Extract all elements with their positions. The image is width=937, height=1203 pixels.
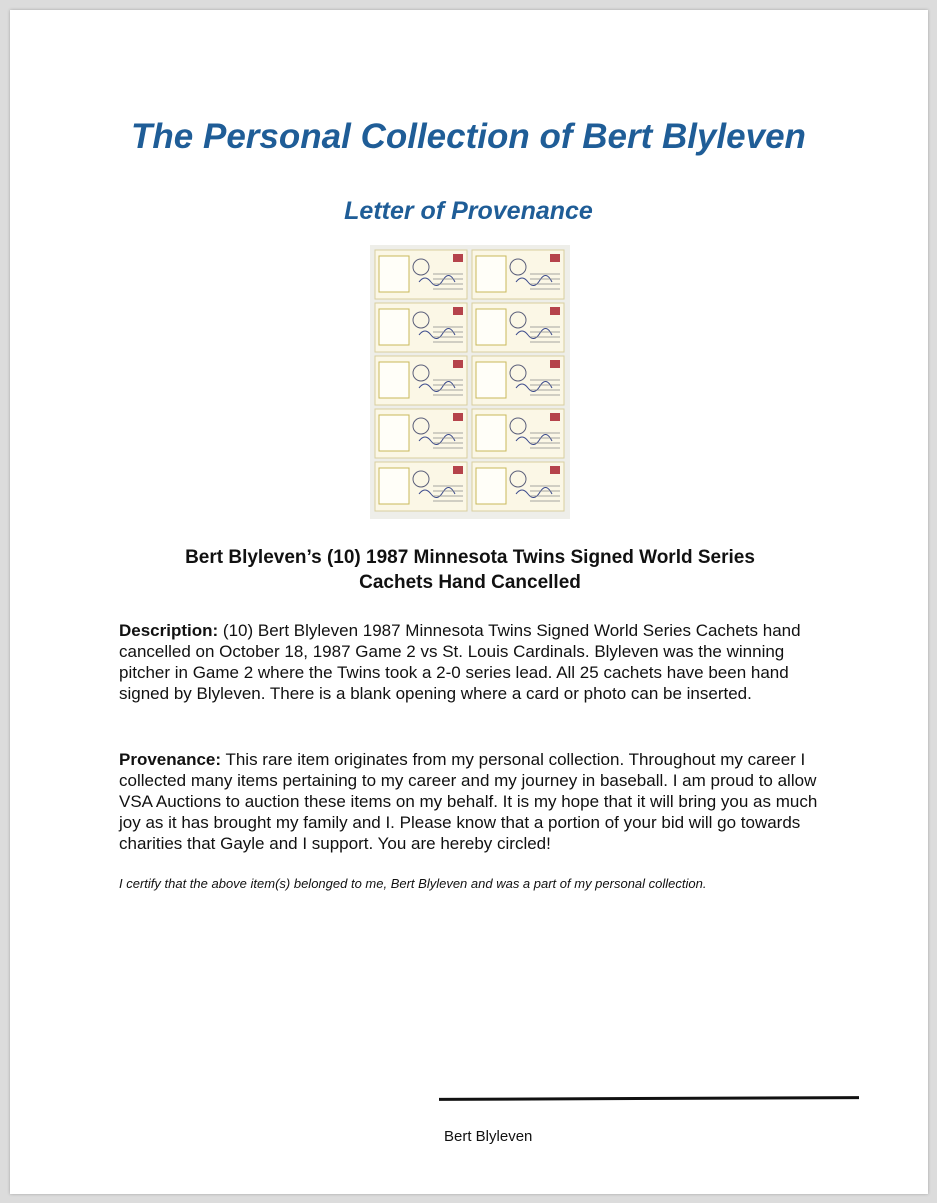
cachet-envelope (472, 462, 564, 511)
cachets-photo (370, 245, 570, 519)
cachet-envelope (472, 409, 564, 458)
description-label: Description: (119, 621, 219, 640)
cachet-envelope (375, 303, 467, 352)
description-text: (10) Bert Blyleven 1987 Minnesota Twins Signed World Series Cachets hand cancelled on October 18, 1987 Game 2 vs St. Louis Cardinals. Blyleven was the winning pitcher in Game 2 where the Twins took a 2-0 series lead. All 25 cachets have been hand signed by Blyleven. There is a blank opening where a card or photo can be inserted. (119, 621, 801, 703)
description-paragraph (119, 620, 829, 704)
certification-statement: I certify that the above item(s) belonged to me, Bert Blyleven and was a part of my personal collection. (119, 876, 707, 891)
cachet-envelope (472, 356, 564, 405)
page-title: The Personal Collection of Bert Blyleven (131, 117, 806, 156)
item-heading (120, 545, 820, 595)
page-subtitle: Letter of Provenance (344, 197, 593, 225)
item-heading-line1: Bert Blyleven’s (10) 1987 Minnesota Twins Signed World Series (185, 547, 755, 568)
signature-name: Bert Blyleven (444, 1128, 533, 1145)
cachet-envelope (375, 250, 467, 299)
item-heading-line2: Cachets Hand Cancelled (359, 572, 581, 593)
cachet-envelope (472, 250, 564, 299)
provenance-text: This rare item originates from my personal collection. Throughout my career I collected many items pertaining to my career and my journey in baseball. I am proud to allow VSA Auctions to auction these items on my behalf. It is my hope that it will bring you as much joy as it has brought my family and I. Please know that a portion of your bid will go towards charities that Gayle and I support. You are hereby circled! (119, 750, 818, 853)
cachet-envelope (472, 303, 564, 352)
provenance-paragraph (119, 749, 829, 854)
cachet-envelope (375, 409, 467, 458)
cachets-image (370, 245, 570, 519)
letter-page (10, 10, 928, 1194)
provenance-label: Provenance: (119, 750, 222, 769)
cachet-envelope (375, 462, 467, 511)
cachet-envelope (375, 356, 467, 405)
